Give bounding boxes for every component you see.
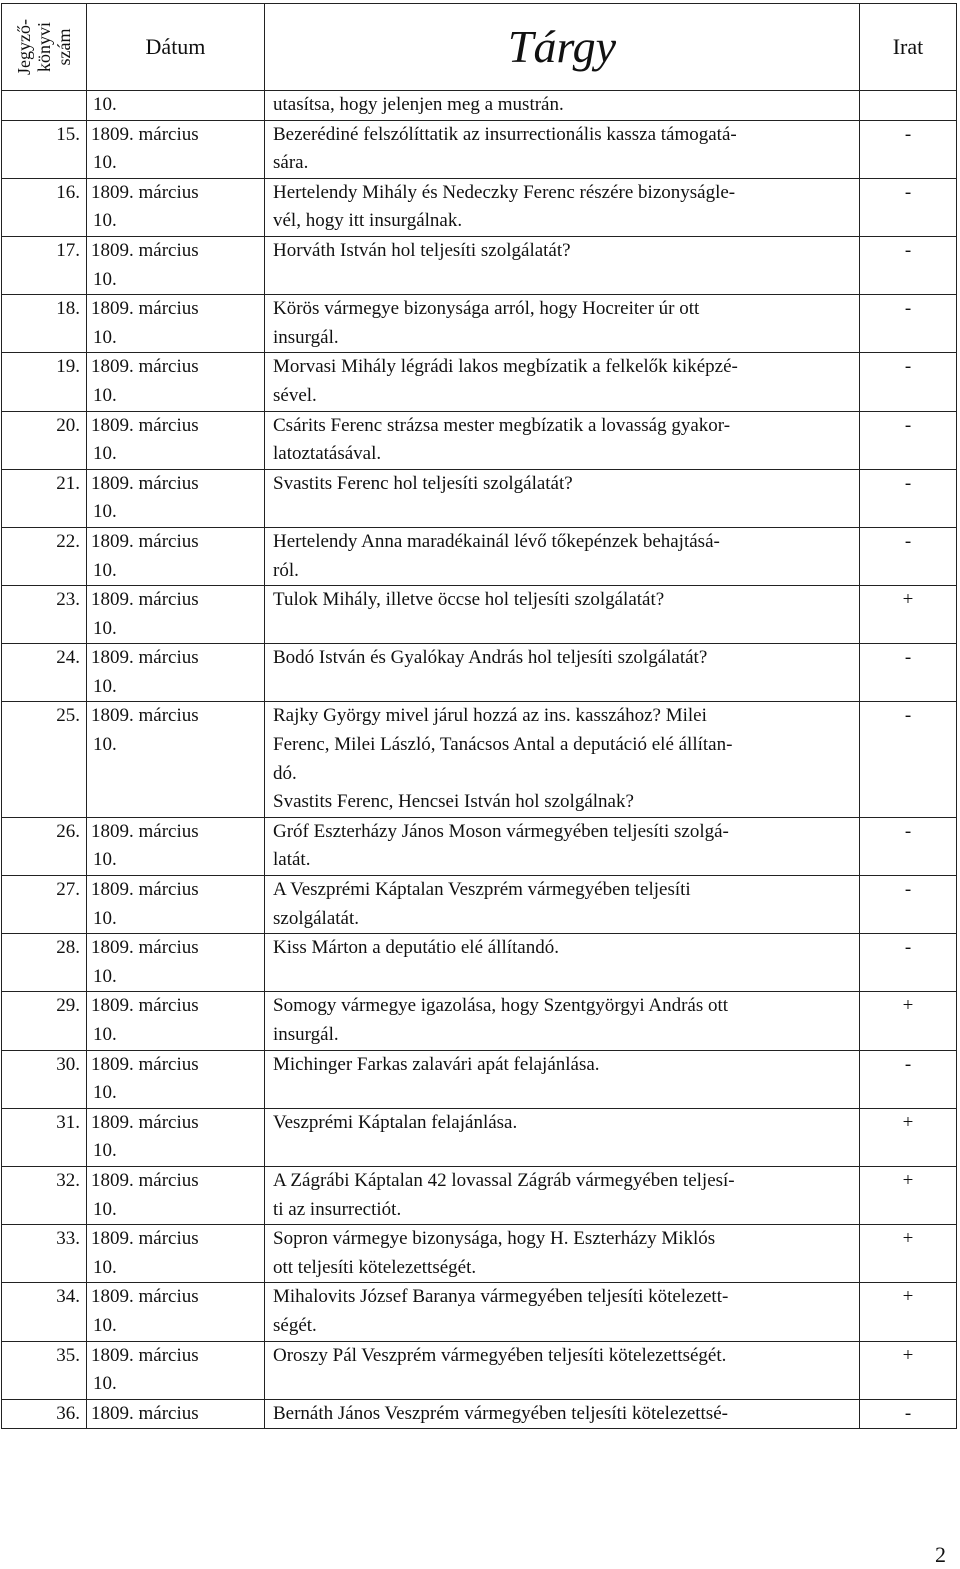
subject-line: Bodó István és Gyalókay András hol teljesíti szolgálatát?: [273, 647, 708, 669]
date-line: 1809. március: [91, 1169, 199, 1191]
record-document-mark: -: [860, 469, 957, 527]
table-row: [2, 1050, 957, 1108]
subject-line: Ferenc, Milei László, Tanácsos Antal a deputáció elé állítan-: [273, 734, 733, 756]
header-date: Dátum: [87, 4, 265, 91]
subject-line: Svastits Ferenc hol teljesíti szolgálatát?: [273, 472, 573, 494]
record-date: [87, 817, 265, 875]
record-date: [87, 1341, 265, 1399]
table-row: [2, 178, 957, 236]
record-subject: [265, 1050, 860, 1108]
record-date: [87, 644, 265, 702]
subject-line: latát.: [273, 849, 311, 871]
date-line: 1809. március: [91, 1228, 199, 1250]
table-row: [2, 586, 957, 644]
date-line: 1809. március: [91, 414, 199, 436]
date-line: 1809. március: [91, 589, 199, 611]
record-date: [87, 469, 265, 527]
record-document-mark: -: [860, 527, 957, 585]
table-row: [2, 1341, 957, 1399]
table-row: [2, 91, 957, 121]
record-subject: [265, 702, 860, 817]
record-document-mark: +: [860, 1166, 957, 1224]
date-line: 1809. március: [91, 181, 199, 203]
subject-line: dó.: [273, 762, 297, 784]
date-line: 10.: [93, 326, 117, 348]
date-line: 10.: [93, 1082, 117, 1104]
table-row: [2, 1108, 957, 1166]
subject-line: insurgál.: [273, 1024, 339, 1045]
table-row: [2, 934, 957, 992]
record-date: [87, 178, 265, 236]
header-row: [2, 4, 957, 91]
subject-line: latoztatásával.: [273, 443, 382, 465]
record-subject: [265, 295, 860, 353]
record-subject: [265, 1283, 860, 1341]
date-line: 10.: [93, 268, 117, 290]
subject-line: Hertelendy Mihály és Nedeczky Ferenc részére bizonyságle-: [273, 181, 736, 203]
subject-line: Hertelendy Anna maradékainál lévő tőkepénzek behajtásá-: [273, 530, 720, 552]
table-row: [2, 1399, 957, 1429]
record-subject: [265, 934, 860, 992]
record-date: [87, 992, 265, 1050]
subject-line: Bezerédiné felszólíttatik az insurrectionális kassza támogatá-: [273, 123, 737, 145]
record-document-mark: -: [860, 295, 957, 353]
date-line: 1809. március: [91, 1344, 199, 1366]
record-number: 18.: [2, 295, 87, 353]
record-subject: [265, 91, 860, 121]
subject-line: ott teljesíti kötelezettségét.: [273, 1256, 477, 1278]
record-subject: [265, 817, 860, 875]
record-document-mark: -: [860, 702, 957, 817]
subject-line: Somogy vármegye igazolása, hogy Szentgyörgyi András ott: [273, 995, 729, 1017]
date-line: 1809. március: [91, 1053, 199, 1075]
date-line: 1809. március: [91, 647, 199, 669]
subject-line: Veszprémi Káptalan felajánlása.: [273, 1111, 518, 1133]
subject-line: sára.: [273, 152, 309, 174]
date-line: 10.: [93, 94, 117, 115]
record-document-mark: -: [860, 1050, 957, 1108]
record-date: [87, 702, 265, 817]
record-subject: [265, 236, 860, 294]
record-document-mark: -: [860, 236, 957, 294]
subject-line: szolgálatát.: [273, 907, 359, 929]
subject-line: sével.: [273, 384, 317, 406]
record-number: 29.: [2, 992, 87, 1050]
record-date: [87, 1399, 265, 1429]
date-line: 1809. március: [91, 995, 199, 1017]
record-subject: [265, 1399, 860, 1429]
table-row: [2, 295, 957, 353]
record-document-mark: -: [860, 1399, 957, 1429]
table-row: [2, 702, 957, 817]
record-document-mark: -: [860, 644, 957, 702]
table-row: [2, 1225, 957, 1283]
subject-line: Rajky György mivel járul hozzá az ins. kasszához? Milei: [273, 705, 707, 727]
subject-line: utasítsa, hogy jelenjen meg a mustrán.: [273, 94, 564, 115]
subject-line: Svastits Ferenc, Hencsei István hol szolgálnak?: [273, 791, 634, 813]
date-line: 10.: [93, 384, 117, 406]
record-date: [87, 1283, 265, 1341]
subject-line: Oroszy Pál Veszprém vármegyében teljesíti kötelezettségét.: [273, 1344, 727, 1366]
record-subject: [265, 469, 860, 527]
subject-line: insurgál.: [273, 326, 339, 348]
record-date: [87, 411, 265, 469]
date-line: 1809. március: [91, 472, 199, 494]
record-number: 35.: [2, 1341, 87, 1399]
header-document: Irat: [860, 4, 957, 91]
record-subject: [265, 992, 860, 1050]
record-date: [87, 876, 265, 934]
date-line: 1809. március: [91, 530, 199, 552]
subject-line: Mihalovits József Baranya vármegyében teljesíti kötelezett-: [273, 1286, 729, 1308]
table-row: [2, 469, 957, 527]
register-table: [1, 3, 957, 1429]
record-date: [87, 934, 265, 992]
subject-line: ról.: [273, 559, 299, 581]
subject-line: A Zágrábi Káptalan 42 lovassal Zágráb vármegyében teljesí-: [273, 1169, 735, 1191]
date-line: 1809. március: [91, 1111, 199, 1133]
record-document-mark: +: [860, 1225, 957, 1283]
date-line: 10.: [93, 965, 117, 987]
subject-line: ségét.: [273, 1314, 317, 1336]
date-line: 10.: [93, 152, 117, 174]
table-row: [2, 236, 957, 294]
record-number: 34.: [2, 1283, 87, 1341]
subject-line: Tulok Mihály, illetve öccse hol teljesíti szolgálatát?: [273, 589, 665, 611]
subject-line: Körös vármegye bizonysága arról, hogy Hocreiter úr ott: [273, 298, 700, 320]
date-line: 10.: [93, 675, 117, 697]
record-document-mark: +: [860, 992, 957, 1050]
table-row: [2, 527, 957, 585]
date-line: 10.: [93, 617, 117, 639]
record-number: 26.: [2, 817, 87, 875]
record-number: 24.: [2, 644, 87, 702]
date-line: 1809. március: [91, 705, 199, 727]
record-date: [87, 527, 265, 585]
date-line: 10.: [93, 210, 117, 232]
record-document-mark: +: [860, 1108, 957, 1166]
record-date: [87, 236, 265, 294]
record-date: [87, 1108, 265, 1166]
record-number: 36.: [2, 1399, 87, 1429]
record-number: 27.: [2, 876, 87, 934]
table-row: [2, 644, 957, 702]
record-number: 23.: [2, 586, 87, 644]
record-date: [87, 1166, 265, 1224]
subject-line: vél, hogy itt insurgálnak.: [273, 210, 463, 232]
record-document-mark: -: [860, 876, 957, 934]
date-line: 1809. március: [91, 879, 199, 901]
date-line: 1809. március: [91, 1286, 199, 1308]
record-subject: [265, 527, 860, 585]
header-number-line: szám: [54, 28, 74, 66]
date-line: 1809. március: [91, 356, 199, 378]
record-document-mark: -: [860, 178, 957, 236]
record-date: [87, 295, 265, 353]
record-document-mark: +: [860, 1283, 957, 1341]
header-number-line: Jegyző-: [14, 19, 34, 75]
record-number: 28.: [2, 934, 87, 992]
record-document-mark: +: [860, 1341, 957, 1399]
date-line: 1809. március: [91, 239, 199, 261]
subject-line: Michinger Farkas zalavári apát felajánlása.: [273, 1053, 600, 1075]
table-row: [2, 817, 957, 875]
record-subject: [265, 353, 860, 411]
subject-line: Horváth István hol teljesíti szolgálatát?: [273, 239, 571, 261]
table-row: [2, 992, 957, 1050]
date-line: 10.: [93, 734, 117, 756]
record-document-mark: -: [860, 411, 957, 469]
date-line: 10.: [93, 501, 117, 523]
record-date: [87, 91, 265, 121]
record-subject: [265, 644, 860, 702]
date-line: 10.: [93, 907, 117, 929]
record-date: [87, 1050, 265, 1108]
date-line: 1809. március: [91, 820, 199, 842]
record-subject: [265, 1108, 860, 1166]
date-line: 1809. március: [91, 937, 199, 959]
date-line: 10.: [93, 1256, 117, 1278]
subject-line: Kiss Márton a deputátio elé állítandó.: [273, 937, 559, 959]
date-line: 10.: [93, 1140, 117, 1162]
date-line: 1809. március: [91, 298, 199, 320]
header-number-line: könyvi: [34, 21, 54, 73]
table-row: [2, 120, 957, 178]
record-number: 30.: [2, 1050, 87, 1108]
record-subject: [265, 1341, 860, 1399]
record-number: 32.: [2, 1166, 87, 1224]
date-line: 10.: [93, 559, 117, 581]
record-number: [2, 91, 87, 121]
record-document-mark: +: [860, 586, 957, 644]
record-document-mark: [860, 91, 957, 121]
record-date: [87, 353, 265, 411]
record-number: 31.: [2, 1108, 87, 1166]
subject-line: Gróf Eszterházy János Moson vármegyében teljesíti szolgá-: [273, 820, 729, 842]
date-line: 1809. március: [91, 123, 199, 145]
record-subject: [265, 1166, 860, 1224]
date-line: 10.: [93, 443, 117, 465]
date-line: 10.: [93, 1314, 117, 1336]
record-number: 22.: [2, 527, 87, 585]
record-number: 25.: [2, 702, 87, 817]
record-document-mark: -: [860, 353, 957, 411]
subject-line: Morvasi Mihály légrádi lakos megbízatik a felkelők kiképzé-: [273, 356, 738, 378]
page-number: 2: [935, 1542, 946, 1567]
table-row: [2, 1166, 957, 1224]
record-number: 21.: [2, 469, 87, 527]
subject-line: Sopron vármegye bizonysága, hogy H. Eszterházy Miklós: [273, 1228, 716, 1250]
record-date: [87, 120, 265, 178]
subject-line: ti az insurrectiót.: [273, 1198, 402, 1220]
record-number: 19.: [2, 353, 87, 411]
record-number: 17.: [2, 236, 87, 294]
table-row: [2, 411, 957, 469]
record-subject: [265, 1225, 860, 1283]
record-subject: [265, 411, 860, 469]
date-line: 10.: [93, 1373, 117, 1395]
record-number: 16.: [2, 178, 87, 236]
table-row: [2, 1283, 957, 1341]
record-date: [87, 586, 265, 644]
record-number: 15.: [2, 120, 87, 178]
date-line: 10.: [93, 1198, 117, 1220]
record-subject: [265, 586, 860, 644]
record-number: 33.: [2, 1225, 87, 1283]
table-row: [2, 876, 957, 934]
date-line: 10.: [93, 849, 117, 871]
record-document-mark: -: [860, 934, 957, 992]
record-document-mark: -: [860, 120, 957, 178]
record-subject: [265, 120, 860, 178]
table-row: [2, 353, 957, 411]
record-document-mark: -: [860, 817, 957, 875]
subject-line: Csárits Ferenc strázsa mester megbízatik a lovasság gyakor-: [273, 414, 731, 436]
record-number: 20.: [2, 411, 87, 469]
record-subject: [265, 876, 860, 934]
record-date: [87, 1225, 265, 1283]
record-subject: [265, 178, 860, 236]
header-subject: Tárgy: [265, 4, 860, 91]
subject-line: Bernáth János Veszprém vármegyében teljesíti kötelezettsé-: [273, 1402, 728, 1424]
date-line: 1809. március: [91, 1402, 199, 1424]
subject-line: A Veszprémi Káptalan Veszprém vármegyében teljesíti: [273, 879, 691, 901]
date-line: 10.: [93, 1024, 117, 1045]
header-record-number: [2, 4, 87, 91]
